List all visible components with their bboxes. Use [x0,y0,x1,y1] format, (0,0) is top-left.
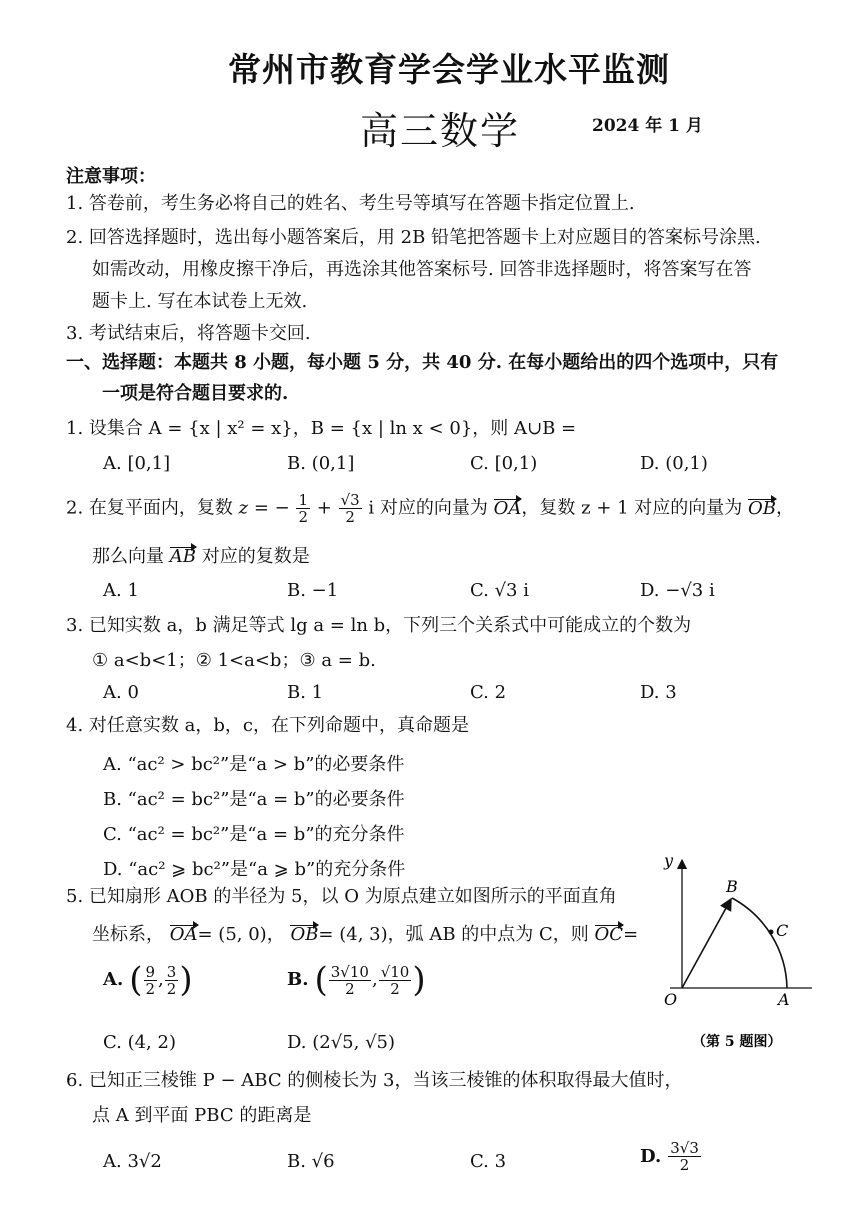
q5-vector-oa: OA [169,924,198,945]
note-3: 3. 考试结束后，将答题卡交回. [66,323,311,344]
q5-option-b: B. ( $\frac{3√10}{2}$ , $\frac{√10}{2}$ ) [287,960,426,1000]
q4-option-d: D. “ac² ⩾ bc²”是“a ⩾ b”的充分条件 [103,859,406,880]
note-2: 2. 回答选择题时，选出每小题答案后，用 2B 铅笔把答题卡上对应题目的答案标号涂黑. [66,227,761,248]
q5-option-a: A. ( $\frac{9}{2}$ , $\frac{3}{2}$ ) [103,960,193,1000]
q2-frac2-den: 2 [345,508,355,526]
q2-frac-half [296,492,310,525]
q3-stem: 3. 已知实数 a，b 满足等式 lg a = ln b，下列三个关系式中可能成立的个数为 [66,615,692,636]
q5-a-frac2 [165,964,179,997]
q5-l2b: = (5, 0)， [197,924,285,945]
q2-vector-ab: AB [169,546,196,567]
notes-heading: 注意事项： [66,166,156,187]
label-b: B [726,877,738,896]
q2-mid: i 对应的向量为 [368,497,488,519]
q2-frac2-num: √3 [340,491,360,509]
q2-end: ， [776,497,795,519]
q2-vector-ob: OB [748,497,777,519]
figure-caption: （第 5 题图） [692,1034,782,1050]
q2-option-d: D. −√3 i [640,580,715,601]
q5-option-b-label: B. [287,969,309,990]
q2-num: 2. 在复平面内，复数 [66,497,233,519]
vector-ob [682,899,731,988]
q5-b-n2: √10 [380,962,410,981]
q3-option-c: C. 2 [470,682,507,703]
label-a: A [778,990,790,1009]
q2-line2b: 对应的复数是 [201,546,310,567]
q1-option-c: C. [0,1) [470,453,538,474]
q5-option-d: D. (2√5, √5) [287,1032,396,1053]
q5-l2d: = [623,924,639,945]
q6-option-a: A. 3√2 [103,1151,162,1172]
q6-line2: 点 A 到平面 PBC 的距离是 [92,1105,312,1126]
q5-a-d2: 2 [166,979,177,998]
label-y: y [664,851,674,870]
q5-b-frac2 [379,964,412,997]
q4-option-b: B. “ac² = bc²”是“a = b”的必要条件 [103,789,405,810]
q5-vector-ob: OB [290,924,319,945]
exam-subject: 高三数学 [360,109,521,153]
q2-mid2: ，复数 z + 1 对应的向量为 [521,497,743,519]
q2-option-a: A. 1 [103,580,139,601]
q4-option-c: C. “ac² = bc²”是“a = b”的充分条件 [103,824,405,845]
q6-option-b: B. √6 [287,1151,335,1172]
arc-ab [732,898,787,988]
q5-figure [640,848,820,1058]
q5-vector-oc: OC [594,924,624,945]
point-c [769,930,774,935]
q5-b-d1: 2 [345,979,355,998]
q2-option-c: C. √3 i [470,580,529,601]
q6-option-d [640,1140,702,1173]
q2-line2 [92,546,310,568]
q1-option-b: B. (0,1] [287,453,355,474]
q2-line2a: 那么向量 [92,546,164,567]
q2-frac-root3 [339,492,362,525]
exam-title: 常州市教育学会学业水平监测 [228,50,670,89]
q2-frac1-num: 1 [298,491,309,509]
q5-l2c: = (4, 3)，弧 AB 的中点为 C，则 [318,924,589,945]
section-heading-cont: 一项是符合题目要求的. [102,383,289,404]
q5-b-n1: 3√10 [330,962,369,981]
note-1: 1. 答卷前，考生务必将自己的姓名、考生号等填写在答题卡指定位置上. [66,193,635,214]
q6-option-c: C. 3 [470,1151,507,1172]
q2-plus: + [316,497,332,519]
q6-d-frac [668,1140,701,1173]
q5-b-d2: 2 [390,979,400,998]
q4-stem: 4. 对任意实数 a，b，c，在下列命题中，真命题是 [66,715,469,736]
q2-vector-oa: OA [493,497,522,519]
q5-a-n2: 3 [166,962,177,981]
q5-a-n1: 9 [145,962,156,981]
q5-line2a: 坐标系， [92,924,164,945]
q3-option-d: D. 3 [640,682,677,703]
q1-option-a: A. [0,1] [103,453,171,474]
q5-b-frac1 [329,964,371,997]
q5-stem: 5. 已知扇形 AOB 的半径为 5，以 O 为原点建立如图所示的平面直角 [66,886,617,907]
q5-a-d1: 2 [145,979,156,998]
q4-option-a: A. “ac² > bc²”是“a > b”的必要条件 [103,754,405,775]
q6-option-d-label: D. [640,1145,662,1167]
q5-a-frac1 [144,964,158,997]
section-heading: 一、选择题：本题共 8 小题，每小题 5 分，共 40 分. 在每小题给出的四个选项中，只有 [66,352,779,373]
label-c: C [776,921,789,940]
q5-line2 [92,924,638,946]
q5-option-c: C. (4, 2) [103,1032,176,1053]
note-2-cont2: 题卡上. 写在本试卷上无效. [92,291,308,312]
label-o: O [664,990,678,1009]
q6-d-den: 2 [679,1156,690,1174]
q5-option-a-label: A. [103,969,124,990]
q2-stem [66,492,794,525]
q1-stem: 1. 设集合 A = {x | x² = x}，B = {x | ln x < 0}，则 A∪B = [66,418,577,439]
exam-date: 2024 年 1 月 [592,116,703,136]
q6-d-num: 3√3 [670,1139,699,1157]
q2-z: z = − [238,497,290,519]
q1-option-d: D. (0,1) [640,453,708,474]
q3-relations: ① a<b<1；② 1<a<b；③ a = b. [92,650,376,671]
note-2-cont: 如需改动，用橡皮擦干净后，再选涂其他答案标号. 回答非选择题时，将答案写在答 [92,259,752,280]
q3-option-a: A. 0 [103,682,139,703]
q6-stem: 6. 已知正三棱锥 P − ABC 的侧棱长为 3，当该三棱锥的体积取得最大值时， [66,1070,683,1091]
q3-option-b: B. 1 [287,682,324,703]
q2-frac1-den: 2 [298,508,309,526]
q2-option-b: B. −1 [287,580,339,601]
